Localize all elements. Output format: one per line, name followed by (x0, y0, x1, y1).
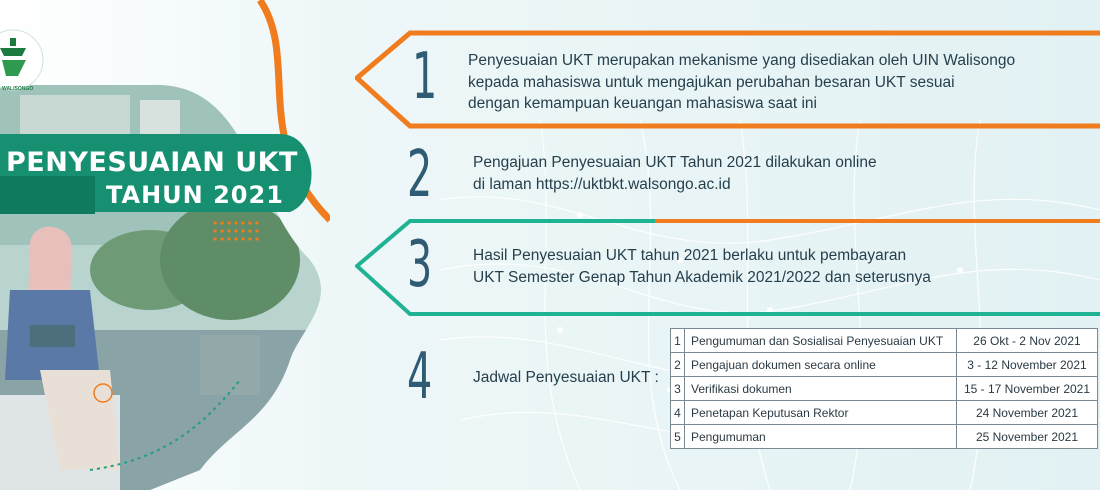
banner-title: PENYESUAIAN UKT (6, 147, 298, 178)
step-2-link[interactable]: di laman https://uktbkt.walsongo.ac.id (473, 175, 731, 193)
table-row (671, 353, 1098, 377)
schedule-activity: Verifikasi dokumen (685, 377, 957, 401)
banner-subtitle: TAHUN 2021 (106, 181, 284, 209)
step-4-number: 4 (407, 340, 433, 414)
schedule-date: 25 November 2021 (957, 425, 1098, 449)
schedule-label: Jadwal Penyesuaian UKT : (473, 369, 659, 386)
table-row (671, 329, 1098, 353)
step-2-text: Pengajuan Penyesuaian UKT Tahun 2021 dilakukan online di laman https://uktbkt.walsongo.ac.id (473, 152, 877, 195)
schedule-number: 1 (671, 329, 685, 353)
table-row (671, 425, 1098, 449)
table-row (671, 377, 1098, 401)
student-photo (0, 0, 330, 490)
schedule-date: 15 - 17 November 2021 (957, 377, 1098, 401)
schedule-activity: Pengumuman dan Sosialisai Penyesuaian UKT (685, 329, 957, 353)
step-3-text: Hasil Penyesuaian UKT tahun 2021 berlaku untuk pembayaran UKT Semester Genap Tahun Akademik 2021/2022 dan seterusnya (473, 247, 931, 286)
schedule-number: 3 (671, 377, 685, 401)
step-1-text: Penyesuaian UKT merupakan mekanisme yang disediakan oleh UIN Walisongo kepada mahasiswa untuk mengajukan perubahan besaran UKT sesuai dengan kemampuan keuangan mahasiswa saat ini (468, 52, 1016, 112)
schedule-number: 2 (671, 353, 685, 377)
step-1-number: 1 (412, 40, 438, 114)
schedule-activity: Pengajuan dokumen secara online (685, 353, 957, 377)
schedule-activity: Penetapan Keputusan Rektor (685, 401, 957, 425)
step-3-number: 3 (407, 228, 433, 302)
schedule-date: 26 Okt - 2 Nov 2021 (957, 329, 1098, 353)
schedule-number: 4 (671, 401, 685, 425)
schedule-activity: Pengumuman (685, 425, 957, 449)
schedule-date: 24 November 2021 (957, 401, 1098, 425)
logo-caption: WALISONGO (2, 86, 34, 92)
schedule-table (670, 328, 1098, 449)
table-row (671, 401, 1098, 425)
schedule-date: 3 - 12 November 2021 (957, 353, 1098, 377)
step-2-number: 2 (407, 138, 433, 212)
schedule-number: 5 (671, 425, 685, 449)
